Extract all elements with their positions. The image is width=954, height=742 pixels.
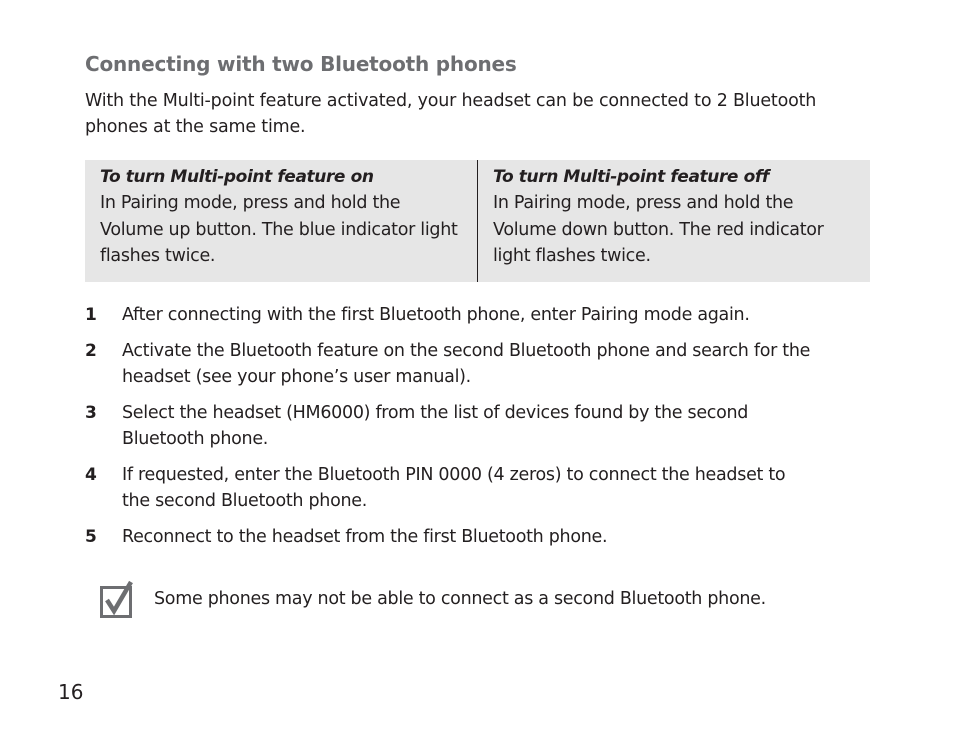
step-number: 4 bbox=[85, 465, 97, 485]
list-item bbox=[85, 400, 870, 452]
step-text: Select the headset (HM6000) from the list of devices found by the second Bluetooth phone. bbox=[122, 403, 749, 449]
feature-off-column bbox=[477, 160, 870, 282]
step-number: 5 bbox=[85, 527, 97, 547]
page-number: 16 bbox=[58, 680, 84, 704]
step-text: After connecting with the first Bluetooth phone, enter Pairing mode again. bbox=[122, 305, 750, 325]
step-number: 3 bbox=[85, 403, 97, 423]
steps-list bbox=[85, 302, 870, 560]
intro-paragraph: With the Multi-point feature activated, your headset can be connected to 2 Bluetooth phones at the same time. bbox=[85, 91, 817, 137]
section-heading: Connecting with two Bluetooth phones bbox=[85, 52, 517, 76]
step-text: If requested, enter the Bluetooth PIN 0000 (4 zeros) to connect the headset to the second Bluetooth phone. bbox=[122, 465, 786, 511]
feature-on-text: In Pairing mode, press and hold the Volume up button. The blue indicator light flashes twice. bbox=[100, 193, 458, 266]
list-item bbox=[85, 302, 870, 328]
checkbox-note-icon bbox=[100, 580, 134, 618]
note-text: Some phones may not be able to connect as a second Bluetooth phone. bbox=[154, 589, 766, 609]
feature-on-title: To turn Multi-point feature on bbox=[100, 167, 374, 187]
note bbox=[100, 580, 766, 618]
list-item bbox=[85, 462, 870, 514]
manual-page bbox=[85, 0, 870, 742]
feature-off-text: In Pairing mode, press and hold the Volume down button. The red indicator light flashes twice. bbox=[493, 193, 824, 266]
multipoint-feature-table bbox=[85, 160, 870, 282]
step-text: Activate the Bluetooth feature on the second Bluetooth phone and search for the headset (see your phone’s user manual). bbox=[122, 341, 811, 387]
step-number: 1 bbox=[85, 305, 97, 325]
list-item bbox=[85, 338, 870, 390]
step-text: Reconnect to the headset from the first Bluetooth phone. bbox=[122, 527, 608, 547]
feature-on-column bbox=[85, 160, 477, 282]
step-number: 2 bbox=[85, 341, 97, 361]
list-item bbox=[85, 524, 870, 550]
feature-off-title: To turn Multi-point feature off bbox=[493, 167, 769, 187]
